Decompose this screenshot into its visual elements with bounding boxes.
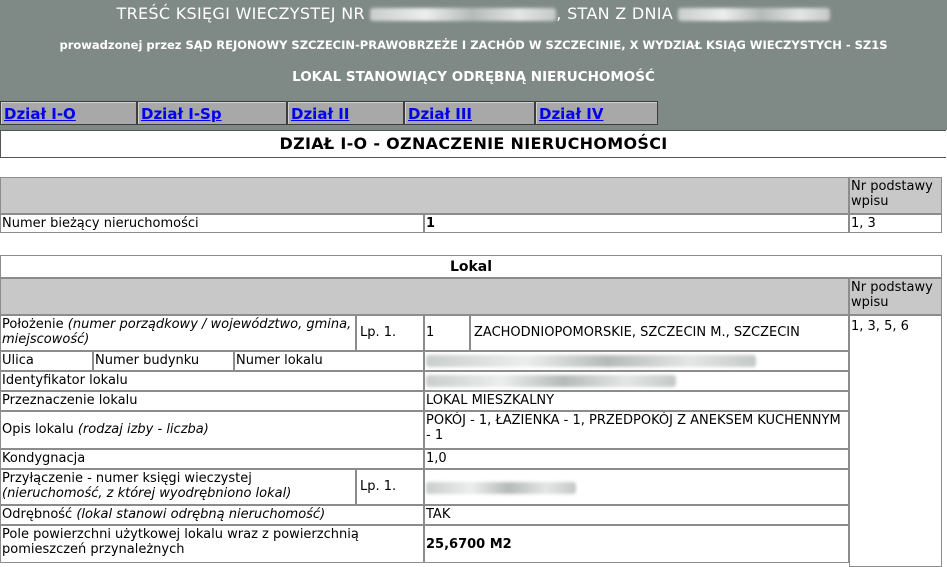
- redacted-parent-register: [426, 482, 576, 494]
- przylaczenie-label-cell: [0, 469, 356, 505]
- tab-link-dzial-iii[interactable]: Dział III: [408, 105, 472, 123]
- ulica-value-cell: [424, 351, 849, 371]
- property-type: LOKAL STANOWIĄCY ODRĘBNĄ NIERUCHOMOŚĆ: [292, 69, 655, 85]
- odrebnosc-value: TAK: [424, 505, 849, 525]
- tab-dzial-i-sp[interactable]: [137, 101, 287, 125]
- title-state: STAN Z DNIA: [567, 4, 674, 23]
- kondygnacja-label: Kondygnacja: [0, 449, 424, 469]
- przylaczenie-value-cell: [424, 469, 849, 505]
- polozenie-label-cell: [0, 315, 356, 351]
- tab-dzial-iii[interactable]: [404, 101, 535, 125]
- opis-hint: (rodzaj izby - liczba): [77, 422, 209, 437]
- court-line: prowadzonej przez SĄD REJONOWY SZCZECIN-PRAWOBRZEŻE I ZACHÓD W SZCZECINIE, X WYDZIAŁ KSIĄG WIECZYSTYCH - SZ1S: [59, 38, 888, 52]
- polozenie-hint: (numer porządkowy / województwo, gmina, miejscowość): [2, 317, 352, 347]
- numer-lokalu-label: Numer lokalu: [234, 351, 424, 371]
- przeznaczenie-label: Przeznaczenie lokalu: [0, 391, 424, 411]
- tab-link-dzial-iv[interactable]: Dział IV: [539, 105, 604, 123]
- tab-dzial-ii[interactable]: [287, 101, 404, 125]
- odrebnosc-label: Odrębność: [2, 507, 73, 522]
- section-title: DZIAŁ I-O - OZNACZENIE NIERUCHOMOŚCI: [0, 130, 946, 158]
- opis-value: POKÓJ - 1, ŁAZIENKA - 1, PRZEDPOKÓJ Z ANEKSEM KUCHENNYM - 1: [424, 411, 849, 449]
- przeznaczenie-value: LOKAL MIESZKALNY: [424, 391, 849, 411]
- polozenie-lp: Lp. 1.: [356, 315, 424, 351]
- register-title: TREŚĆ KSIĘGI WIECZYSTEJ NR , STAN Z DNIA: [0, 4, 947, 23]
- opis-label: Opis lokalu: [2, 422, 74, 437]
- table1-nr-podstawy-header: Nr podstawy wpisu: [849, 177, 942, 214]
- numer-biezacy-value: 1: [424, 214, 849, 233]
- opis-label-cell: [0, 411, 424, 449]
- numer-biezacy-nr-podstawy: 1, 3: [849, 214, 942, 233]
- table2-nr-podstawy-header: Nr podstawy wpisu: [849, 278, 942, 315]
- pole-label: Pole powierzchni użytkowej lokalu wraz z powierzchnią pomieszczeń przynależnych: [0, 525, 424, 563]
- lokal-heading: Lokal: [0, 255, 942, 278]
- title-prefix: TREŚĆ KSIĘGI WIECZYSTEJ NR: [116, 4, 365, 23]
- tab-dzial-i-o[interactable]: [0, 101, 137, 125]
- polozenie-label: Położenie: [2, 317, 64, 332]
- przylaczenie-label: Przyłączenie - numer księgi wieczystej: [2, 471, 252, 486]
- kondygnacja-value: 1,0: [424, 449, 849, 469]
- tab-link-dzial-i-sp[interactable]: Dział I-Sp: [141, 105, 222, 123]
- odrebnosc-hint: (lokal stanowi odrębną nieruchomość): [76, 507, 326, 522]
- table2-header-gray: [0, 278, 849, 315]
- polozenie-num: 1: [424, 315, 470, 351]
- polozenie-value: ZACHODNIOPOMORSKIE, SZCZECIN M., SZCZECIN: [470, 315, 849, 351]
- odrebnosc-label-cell: [0, 505, 424, 525]
- numer-budynku-label: Numer budynku: [93, 351, 234, 371]
- redacted-identifier: [426, 375, 676, 387]
- lokal-nr-podstawy: 1, 3, 5, 6: [849, 315, 942, 567]
- tab-link-dzial-i-o[interactable]: Dział I-O: [4, 105, 76, 123]
- table1-header-gray: [0, 177, 849, 214]
- redacted-address: [426, 355, 756, 367]
- redacted-register-number: [370, 8, 556, 21]
- przylaczenie-lp: Lp. 1.: [356, 469, 424, 505]
- identyfikator-value-cell: [424, 371, 849, 391]
- pole-value: 25,6700 M2: [424, 525, 849, 563]
- przylaczenie-hint: (nieruchomość, z której wyodrębniono lokal): [2, 486, 292, 501]
- redacted-date: [678, 8, 830, 21]
- tab-dzial-iv[interactable]: [535, 101, 658, 125]
- ulica-label: Ulica: [0, 351, 93, 371]
- identyfikator-label: Identyfikator lokalu: [0, 371, 424, 391]
- tab-link-dzial-ii[interactable]: Dział II: [291, 105, 350, 123]
- numer-biezacy-label: Numer bieżący nieruchomości: [0, 214, 424, 233]
